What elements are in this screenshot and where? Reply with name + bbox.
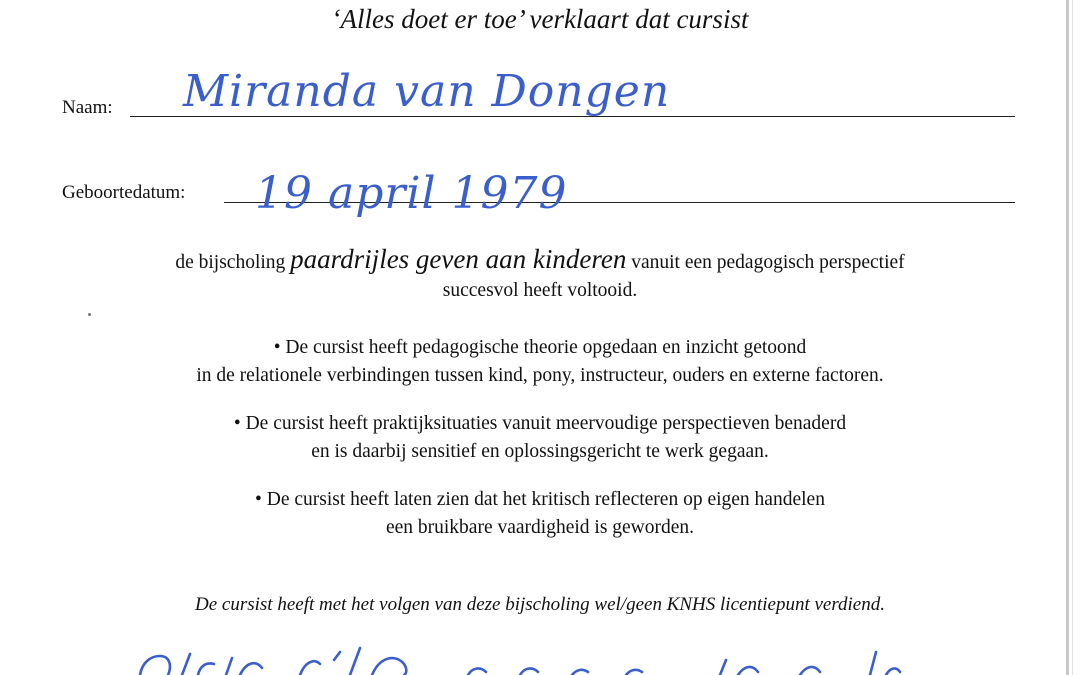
name-label: Naam: (62, 97, 113, 118)
certificate-heading: ‘Alles doet er toe’ verklaart dat cursist (331, 4, 749, 34)
statement-line-2: succesvol heeft voltooid. (442, 280, 638, 301)
statement-suffix: vanuit een pedagogisch perspectief (631, 252, 905, 273)
course-statement (0, 244, 1080, 275)
bullet-2-line-2: en is daarbij sensitief en oplossingsgericht te werk gegaan. (311, 441, 769, 462)
bullet-3-line-1: • De cursist heeft laten zien dat het kritisch reflecteren op eigen handelen (255, 489, 825, 510)
course-title: paardrijles geven aan kinderen (290, 244, 627, 274)
bullet-3-line-2: een bruikbare vaardigheid is geworden. (385, 517, 695, 538)
handwritten-name: Miranda van Dongen (183, 66, 671, 117)
statement-prefix: de bijscholing (175, 252, 286, 273)
handwritten-signature (0, 638, 1080, 675)
licence-note: De cursist heeft met het volgen van deze bijscholing wel/geen KNHS licentiepunt verdiend. (195, 594, 885, 615)
handwritten-dob: 19 april 1979 (255, 168, 568, 219)
bullet-1-line-2: in de relationele verbindingen tussen kind, pony, instructeur, ouders en externe factoren. (196, 365, 884, 386)
bullet-2-line-1: • De cursist heeft praktijksituaties vanuit meervoudige perspectieven benaderd (233, 413, 847, 434)
bullet-1-line-1: • De cursist heeft pedagogische theorie opgedaan en inzicht getoond (273, 337, 807, 358)
scan-speck (88, 313, 91, 316)
dob-label: Geboortedatum: (62, 182, 186, 203)
